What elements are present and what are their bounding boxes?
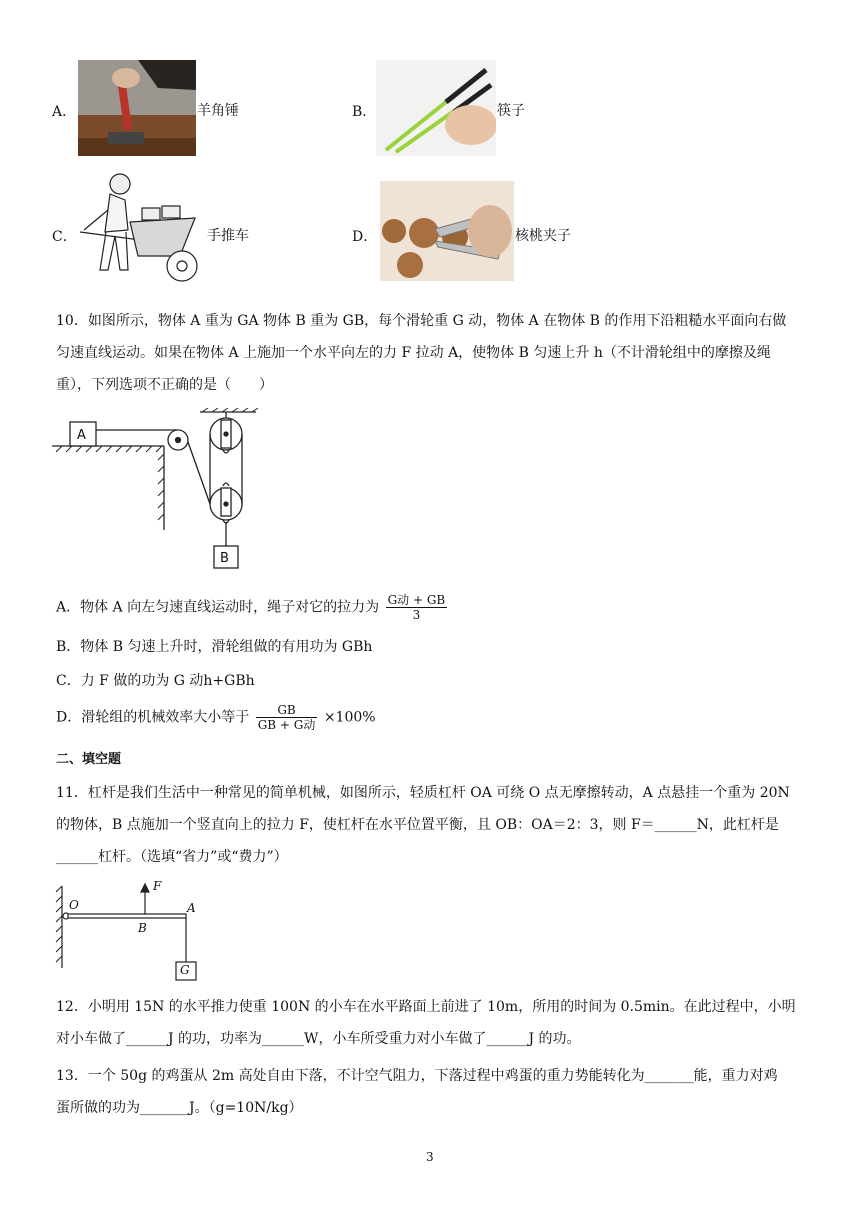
option-b-label: 筷子 xyxy=(497,103,525,119)
q13-line-2: 蛋所做的功为_______J。（g=10N/kg） xyxy=(56,1100,303,1116)
option-b-letter: B． xyxy=(352,104,377,120)
option-a-letter: A． xyxy=(52,104,77,120)
lever-point-b: B xyxy=(138,921,147,935)
wheelbarrow-illustration xyxy=(70,170,205,285)
q10-line-3: 重），下列选项不正确的是（ ） xyxy=(56,377,273,393)
q10-option-a-numerator: G动 + GB xyxy=(387,593,446,607)
q10-option-d-tail: ×100% xyxy=(323,709,376,726)
q10-line-2: 匀速直线运动。如果在物体 A 上施加一个水平向左的力 F 拉动 A，使物体 B 匀速上升 h（不计滑轮组中的摩擦及绳 xyxy=(56,345,771,361)
option-d-label: 核桃夹子 xyxy=(515,228,571,244)
q10-line-1: 10．如图所示，物体 A 重为 GA 物体 B 重为 GB，每个滑轮重 G 动，物体 A 在物体 B 的作用下沿粗糙水平面向右做 xyxy=(56,313,787,329)
section-heading: 二、填空题 xyxy=(56,752,122,767)
lever-force-f: F xyxy=(153,879,162,893)
page-number: 3 xyxy=(426,1150,434,1164)
hammer-illustration xyxy=(78,60,196,156)
q10-option-d-text: D．滑轮组的机械效率大小等于 xyxy=(56,709,250,726)
lever-point-o: O xyxy=(69,898,79,912)
q10-option-a-text: A．物体 A 向左匀速直线运动时，绳子对它的拉力为 xyxy=(56,599,380,616)
chopsticks-photo xyxy=(376,60,496,156)
q10-option-a-denominator: 3 xyxy=(412,608,421,622)
block-a-label: A xyxy=(77,428,86,443)
q12-line-1: 12．小明用 15N 的水平推力使重 100N 的小车在水平路面上前进了 10m，所用的时间为 0.5min。在此过程中，小明 xyxy=(56,999,796,1015)
option-a-label: 羊角锤 xyxy=(197,103,239,119)
nutcracker-photo xyxy=(380,181,514,281)
q10-option-d-denominator: GB + G动 xyxy=(257,718,316,732)
wheelbarrow-drawing xyxy=(70,170,205,285)
option-d-letter: D． xyxy=(352,229,378,245)
q10-option-d-fraction xyxy=(256,703,318,732)
q13-line-1: 13．一个 50g 的鸡蛋从 2m 高处自由下落，不计空气阻力，下落过程中鸡蛋的重力势能转化为_______能，重力对鸡 xyxy=(56,1068,778,1084)
option-c-label: 手推车 xyxy=(207,228,249,244)
q10-option-d-numerator: GB xyxy=(256,703,318,718)
block-b-label: B xyxy=(220,551,229,566)
q10-option-a xyxy=(56,593,449,622)
option-c-letter: C． xyxy=(52,229,77,245)
q10-option-a-fraction xyxy=(386,593,448,622)
q10-option-b: B．物体 B 匀速上升时，滑轮组做的有用功为 GBh xyxy=(56,639,373,655)
q10-option-d xyxy=(56,703,376,732)
q11-line-2: 的物体，B 点施加一个竖直向上的拉力 F，使杠杆在水平位置平衡，且 OB：OA＝2：3，则 F＝______N，此杠杆是 xyxy=(56,817,779,833)
q12-line-2: 对小车做了______J 的功，功率为______W，小车所受重力对小车做了______J 的功。 xyxy=(56,1031,581,1047)
lever-point-a: A xyxy=(187,901,196,915)
q11-line-1: 11．杠杆是我们生活中一种常见的简单机械，如图所示，轻质杠杆 OA 可绕 O 点无摩擦转动，A 点悬挂一个重为 20N xyxy=(56,785,790,801)
lever-weight-g: G xyxy=(180,963,190,977)
nutcracker-illustration xyxy=(380,181,514,281)
hammer-photo xyxy=(78,60,196,156)
q11-line-3: ______杠杆。（选填“省力”或“费力”） xyxy=(56,849,288,865)
chopsticks-illustration xyxy=(376,60,496,156)
q10-option-c: C．力 F 做的功为 G 动h+GBh xyxy=(56,673,255,689)
